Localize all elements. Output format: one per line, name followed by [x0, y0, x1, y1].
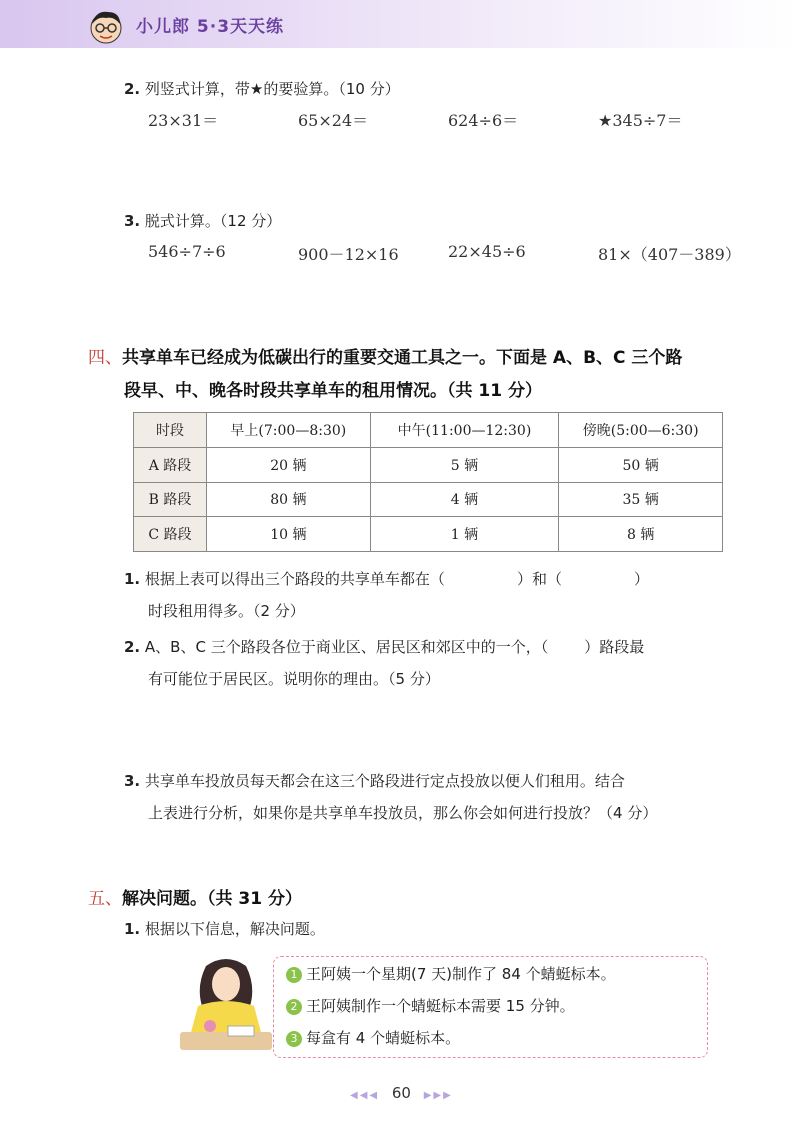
s4-q2-number: 2. [124, 638, 141, 656]
table-header-cell: 时段 [134, 413, 207, 448]
table-cell: 35 辆 [559, 482, 723, 517]
s4-q1-line2: 时段租用得多。（2 分） [148, 602, 305, 620]
table-header-cell: 傍晚(5:00—6:30) [559, 413, 723, 448]
table-row [134, 482, 723, 517]
section5-heading [88, 884, 302, 909]
table-cell: 20 辆 [207, 447, 371, 482]
s4-q2-text-b: ）路段最 [584, 638, 645, 656]
info-box [273, 956, 708, 1058]
section5-mark: 五、 [88, 889, 122, 909]
q2-text: 列竖式计算，带★的要验算。（10 分） [144, 80, 400, 98]
s4-q3-line2: 上表进行分析，如果你是共享单车投放员，那么你会如何进行投放？（4 分） [148, 804, 658, 822]
section5-title: 解决问题。（共 31 分） [122, 889, 302, 909]
badge-1-icon: 1 [286, 967, 302, 983]
q3-instruction [124, 210, 281, 231]
s4-q1-line1 [124, 568, 744, 589]
section4-heading [88, 343, 682, 368]
q2-expr-1: 23×31＝ [148, 111, 219, 130]
brand-title: 小儿郎 5·3天天练 [136, 17, 285, 37]
s4-q3-text: 共享单车投放员每天都会在这三个路段进行定点投放以便人们租用。结合 [144, 772, 625, 790]
q3-number: 3. [124, 212, 141, 230]
q3-expr-1: 546÷7÷6 [148, 242, 226, 261]
table-cell: 5 辆 [370, 447, 559, 482]
boy-mascot-icon [86, 6, 126, 46]
table-cell: A 路段 [134, 447, 207, 482]
s4-q1-text-c: ） [633, 570, 649, 588]
table-row [134, 517, 723, 552]
q2-number: 2. [124, 80, 141, 98]
q3-expr-2: 900－12×16 [298, 245, 399, 264]
q2-expr-3: 624÷6＝ [448, 111, 519, 130]
s4-q2-text-a: A、B、C 三个路段各位于商业区、居民区和郊区中的一个，（ [144, 638, 549, 656]
info-text-2: 王阿姨制作一个蜻蜓标本需要 15 分钟。 [306, 997, 575, 1015]
info-text-1: 王阿姨一个星期(7 天)制作了 84 个蜻蜓标本。 [306, 965, 616, 983]
info-line-1 [286, 963, 616, 984]
table-row [134, 447, 723, 482]
section4-line1: 共享单车已经成为低碳出行的重要交通工具之一。下面是 A、B、C 三个路 [122, 348, 683, 368]
q2-expr-4: ★345÷7＝ [598, 111, 683, 130]
q2-instruction [124, 78, 400, 99]
page-footer [350, 1084, 453, 1102]
table-cell: B 路段 [134, 482, 207, 517]
next-arrows-icon: ▶▶▶ [423, 1090, 453, 1101]
woman-crafting-illustration [176, 956, 276, 1052]
table-cell: 50 辆 [559, 447, 723, 482]
prev-arrows-icon: ◀◀◀ [350, 1090, 380, 1101]
s4-q3-number: 3. [124, 772, 141, 790]
table-header-cell: 早上(7:00—8:30) [207, 413, 371, 448]
section4-line2: 段早、中、晚各时段共享单车的租用情况。（共 11 分） [124, 381, 542, 401]
table-header-cell: 中午(11:00—12:30) [370, 413, 559, 448]
s4-q3-line1 [124, 770, 744, 791]
table-cell: 4 辆 [370, 482, 559, 517]
s4-q2-line1 [124, 636, 744, 657]
s4-q1-number: 1. [124, 570, 141, 588]
table-cell: C 路段 [134, 517, 207, 552]
s5-q1-number: 1. [124, 920, 141, 938]
badge-2-icon: 2 [286, 999, 302, 1015]
table-cell: 80 辆 [207, 482, 371, 517]
section4-mark: 四、 [88, 348, 122, 368]
info-line-3 [286, 1027, 460, 1048]
badge-3-icon: 3 [286, 1031, 302, 1047]
s4-q2-line2: 有可能位于居民区。说明你的理由。（5 分） [148, 670, 440, 688]
table-cell: 10 辆 [207, 517, 371, 552]
table-cell: 1 辆 [370, 517, 559, 552]
table-cell: 8 辆 [559, 517, 723, 552]
s4-q1-text-a: 根据上表可以得出三个路段的共享单车都在（ [144, 570, 445, 588]
rental-table [133, 412, 723, 552]
info-line-2 [286, 995, 575, 1016]
q3-expr-4: 81×（407－389） [598, 245, 741, 264]
s5-q1-text: 根据以下信息，解决问题。 [144, 920, 325, 938]
info-text-3: 每盒有 4 个蜻蜓标本。 [306, 1029, 461, 1047]
q3-text: 脱式计算。（12 分） [144, 212, 282, 230]
q3-expr-3: 22×45÷6 [448, 242, 526, 261]
q2-expr-2: 65×24＝ [298, 111, 369, 130]
s4-q1-text-b: ）和（ [516, 570, 562, 588]
table-header-row [134, 413, 723, 448]
s5-q1-instruction [124, 918, 325, 939]
page-number: 60 [391, 1084, 411, 1102]
